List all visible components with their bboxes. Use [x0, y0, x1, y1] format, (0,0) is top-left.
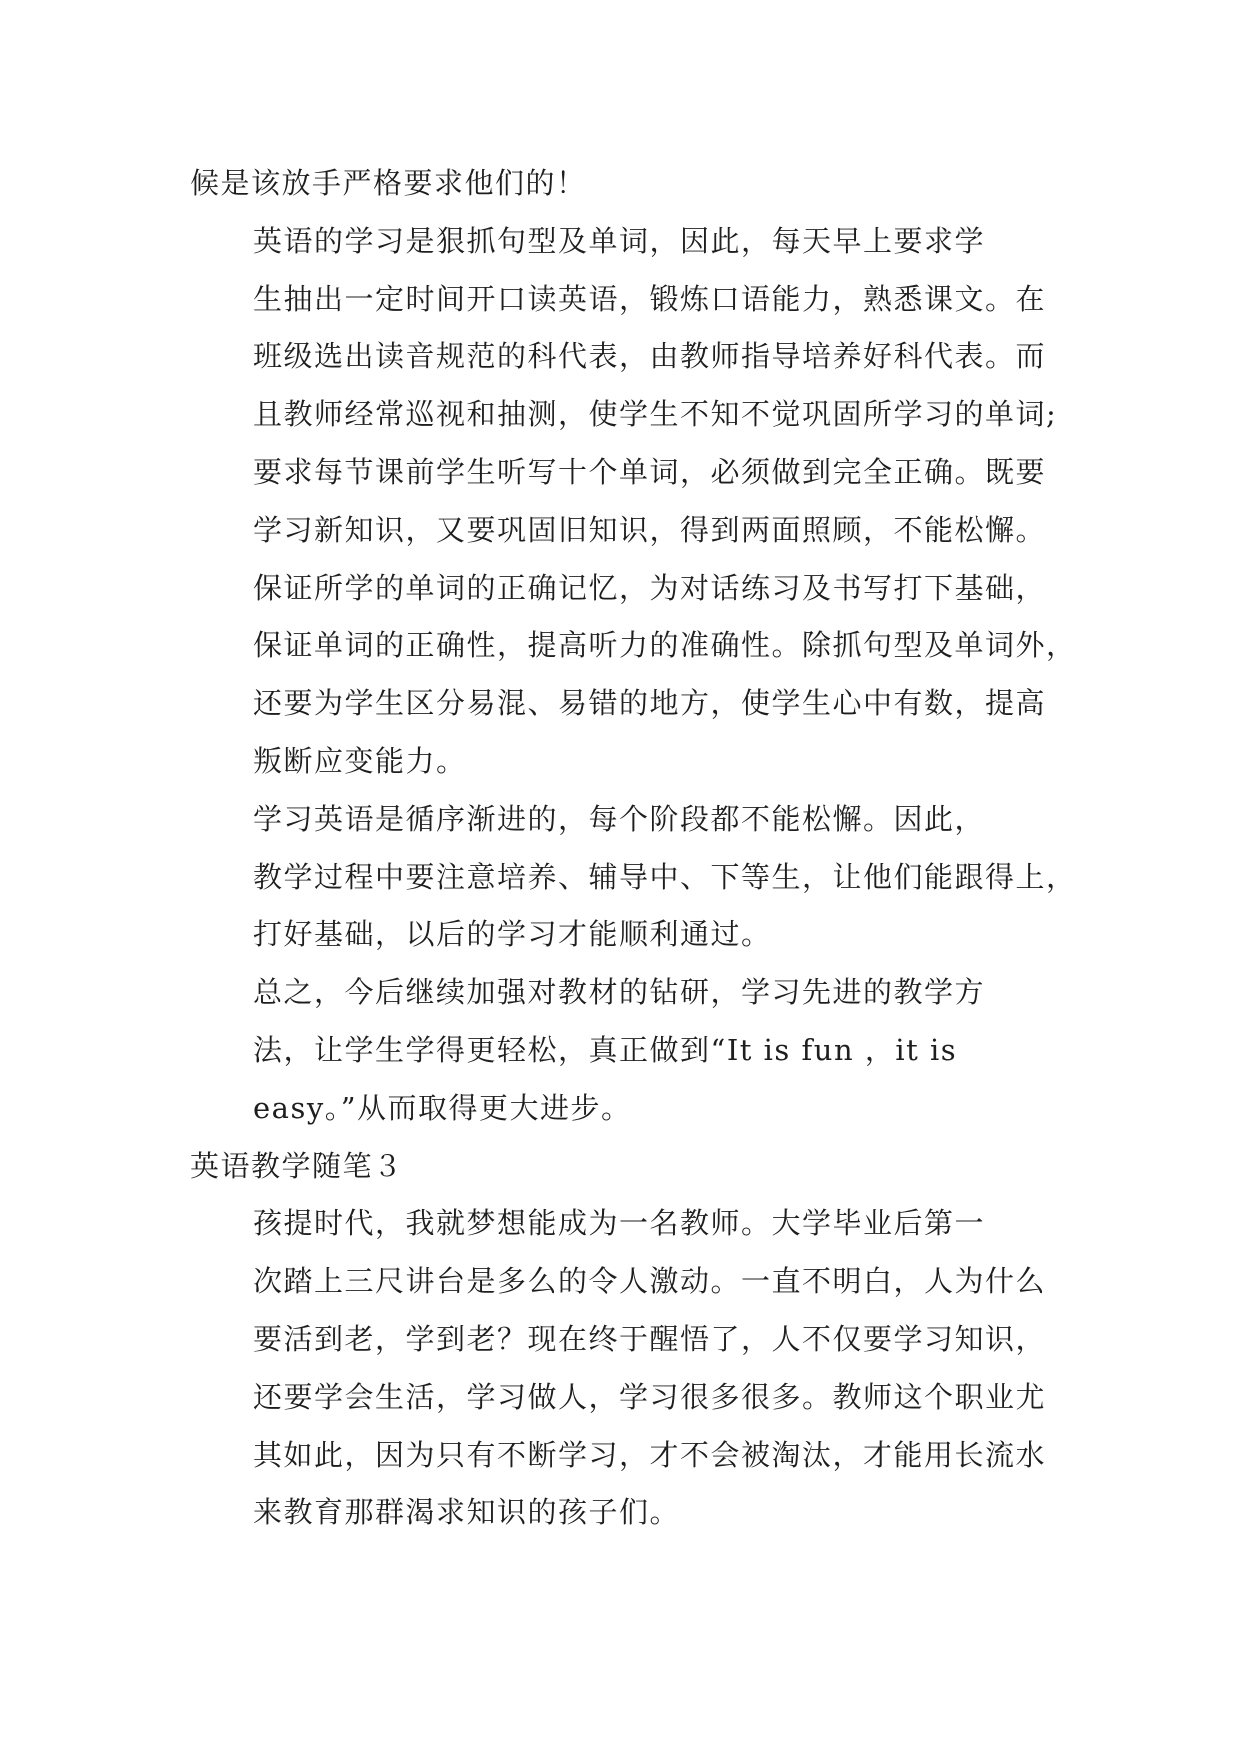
text-line: 次踏上三尺讲台是多么的令人激动。一直不明白，人为什么	[253, 1264, 1047, 1299]
text-line: 保证所学的单词的正确记忆，为对话练习及书写打下基础，	[253, 570, 1047, 605]
paragraph	[190, 1195, 1050, 1542]
text-line: 保证单词的正确性，提高听力的准确性。除抓句型及单词外，	[253, 628, 1077, 663]
text-line: 其如此，因为只有不断学习，才不会被淘汰，才能用长流水	[253, 1437, 1047, 1472]
text-line: 候是该放手严格要求他们的！	[190, 166, 587, 200]
text-line: 来教育那群渴求知识的孩子们。	[253, 1495, 681, 1530]
text-line: 叛断应变能力。	[253, 743, 467, 778]
text-line: 英语教学随笔３	[190, 1148, 404, 1183]
paragraph	[190, 791, 1077, 964]
section-heading	[190, 1138, 1050, 1196]
paragraph	[190, 155, 1050, 213]
text-line: 打好基础，以后的学习才能顺利通过。	[253, 917, 772, 952]
text-line: 要活到老，学到老？现在终于醒悟了，人不仅要学习知识，	[253, 1321, 1047, 1356]
text-line: 还要学会生活，学习做人，学习很多很多。教师这个职业尤	[253, 1379, 1047, 1414]
text-line: 英语的学习是狠抓句型及单词，因此，每天早上要求学	[253, 223, 986, 258]
text-line: 教学过程中要注意培养、辅导中、下等生，让他们能跟得上，	[253, 859, 1077, 894]
text-line: 法，让学生学得更轻松，真正做到“It is fun ，it is	[253, 1032, 958, 1067]
text-line: 生抽出一定时间开口读英语，锻炼口语能力，熟悉课文。在	[253, 281, 1047, 316]
text-line: 学习英语是循序渐进的，每个阶段都不能松懈。因此，	[253, 801, 986, 836]
text-line: 总之，今后继续加强对教材的钻研，学习先进的教学方	[253, 975, 986, 1010]
text-line: 学习新知识，又要巩固旧知识，得到两面照顾，不能松懈。	[253, 512, 1047, 547]
text-line: 要求每节课前学生听写十个单词，必须做到完全正确。既要	[253, 454, 1047, 489]
paragraph	[190, 964, 1050, 1137]
text-line: easy。”从而取得更大进步。	[253, 1090, 632, 1125]
paragraph	[190, 213, 1077, 791]
text-line: 孩提时代，我就梦想能成为一名教师。大学毕业后第一	[253, 1206, 986, 1241]
text-line: 班级选出读音规范的科代表，由教师指导培养好科代表。而	[253, 339, 1047, 374]
text-line: 还要为学生区分易混、易错的地方，使学生心中有数，提高	[253, 686, 1047, 721]
document-body	[190, 155, 1077, 1542]
text-line: 且教师经常巡视和抽测，使学生不知不觉巩固所学习的单词;	[253, 397, 1058, 432]
